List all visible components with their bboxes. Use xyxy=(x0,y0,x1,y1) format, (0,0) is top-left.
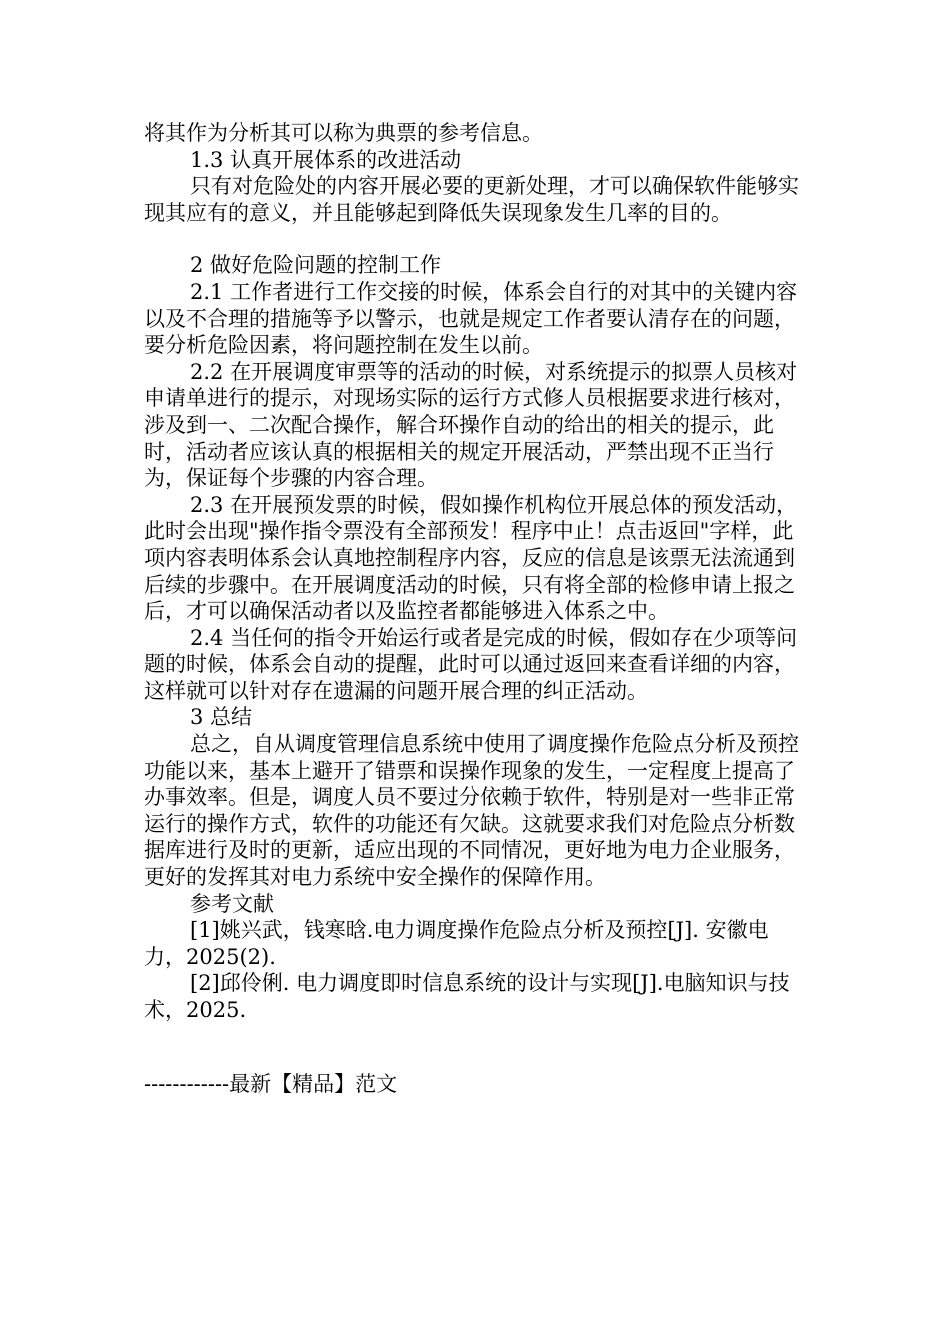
paragraph-2-1: 2.1 工作者进行工作交接的时候，体系会自行的对其中的关键内容以及不合理的措施等予以警示，也就是规定工作者要认清存在的问题，要分析危险因素，将问题控制在发生以前。 xyxy=(144,279,798,358)
reference-2: [2]邱伶俐. 电力调度即时信息系统的设计与实现[J].电脑知识与技术，2025. xyxy=(144,971,790,1022)
document-body xyxy=(144,120,808,1024)
paragraph-gap xyxy=(144,226,808,252)
paragraph-2-4: 2.4 当任何的指令开始运行或者是完成的时候，假如存在少项等问题的时候，体系会自动的提醒，此时可以通过返回来查看详细的内容，这样就可以针对存在遗漏的问题开展合理的纠正活动。 xyxy=(144,625,798,703)
paragraph-1-3: 只有对危险处的内容开展必要的更新处理，才可以确保软件能够实现其应有的意义，并且能够起到降低失误现象发生几率的目的。 xyxy=(144,174,799,225)
section-heading-2: 2 做好危险问题的控制工作 xyxy=(190,253,442,278)
section-heading-3: 3 总结 xyxy=(190,705,253,730)
reference-1: [1]姚兴武，钱寒晗.电力调度操作危险点分析及预控[J]. 安徽电力，2025(2). xyxy=(144,918,769,969)
section-heading-1-3: 1.3 认真开展体系的改进活动 xyxy=(190,147,462,172)
paragraph-3-summary: 总之，自从调度管理信息系统中使用了调度操作危险点分析及预控功能以来，基本上避开了错票和误操作现象的发生，一定程度上提高了办事效率。但是，调度人员不要过分依赖于软件，特别是对一些非正常运行的操作方式，软件的功能还有欠缺。这就要求我们对危险点分析数据库进行及时的更新，适应出现的不同情况，更好地为电力企业服务，更好的发挥其对电力系统中安全操作的保障作用。 xyxy=(144,732,799,890)
paragraph-2-2: 2.2 在开展调度审票等的活动的时候，对系统提示的拟票人员核对申请单进行的提示，对现场实际的运行方式修人员根据要求进行核对，涉及到一、二次配合操作，解合环操作自动的给出的相关的提示，此时，活动者应该认真的根据相关的规定开展活动，严禁出现不正当行为，保证每个步骤的内容合理。 xyxy=(144,359,798,491)
footer-banner: ------------最新【精品】范文 xyxy=(144,1072,398,1096)
paragraph-continuation: 将其作为分析其可以称为典票的参考信息。 xyxy=(144,121,543,145)
references-title: 参考文献 xyxy=(190,891,274,916)
paragraph-2-3: 2.3 在开展预发票的时候，假如操作机构位开展总体的预发活动，此时会出现"操作指令票没有全部预发！程序中止！点击返回"字样，此项内容表明体系会认真地控制程序内容，反应的信息是该票无法流通到后续的步骤中。在开展调度活动的时候，只有将全部的检修申请上报之后，才可以确保活动者以及监控者都能够进入体系之中。 xyxy=(144,492,798,624)
